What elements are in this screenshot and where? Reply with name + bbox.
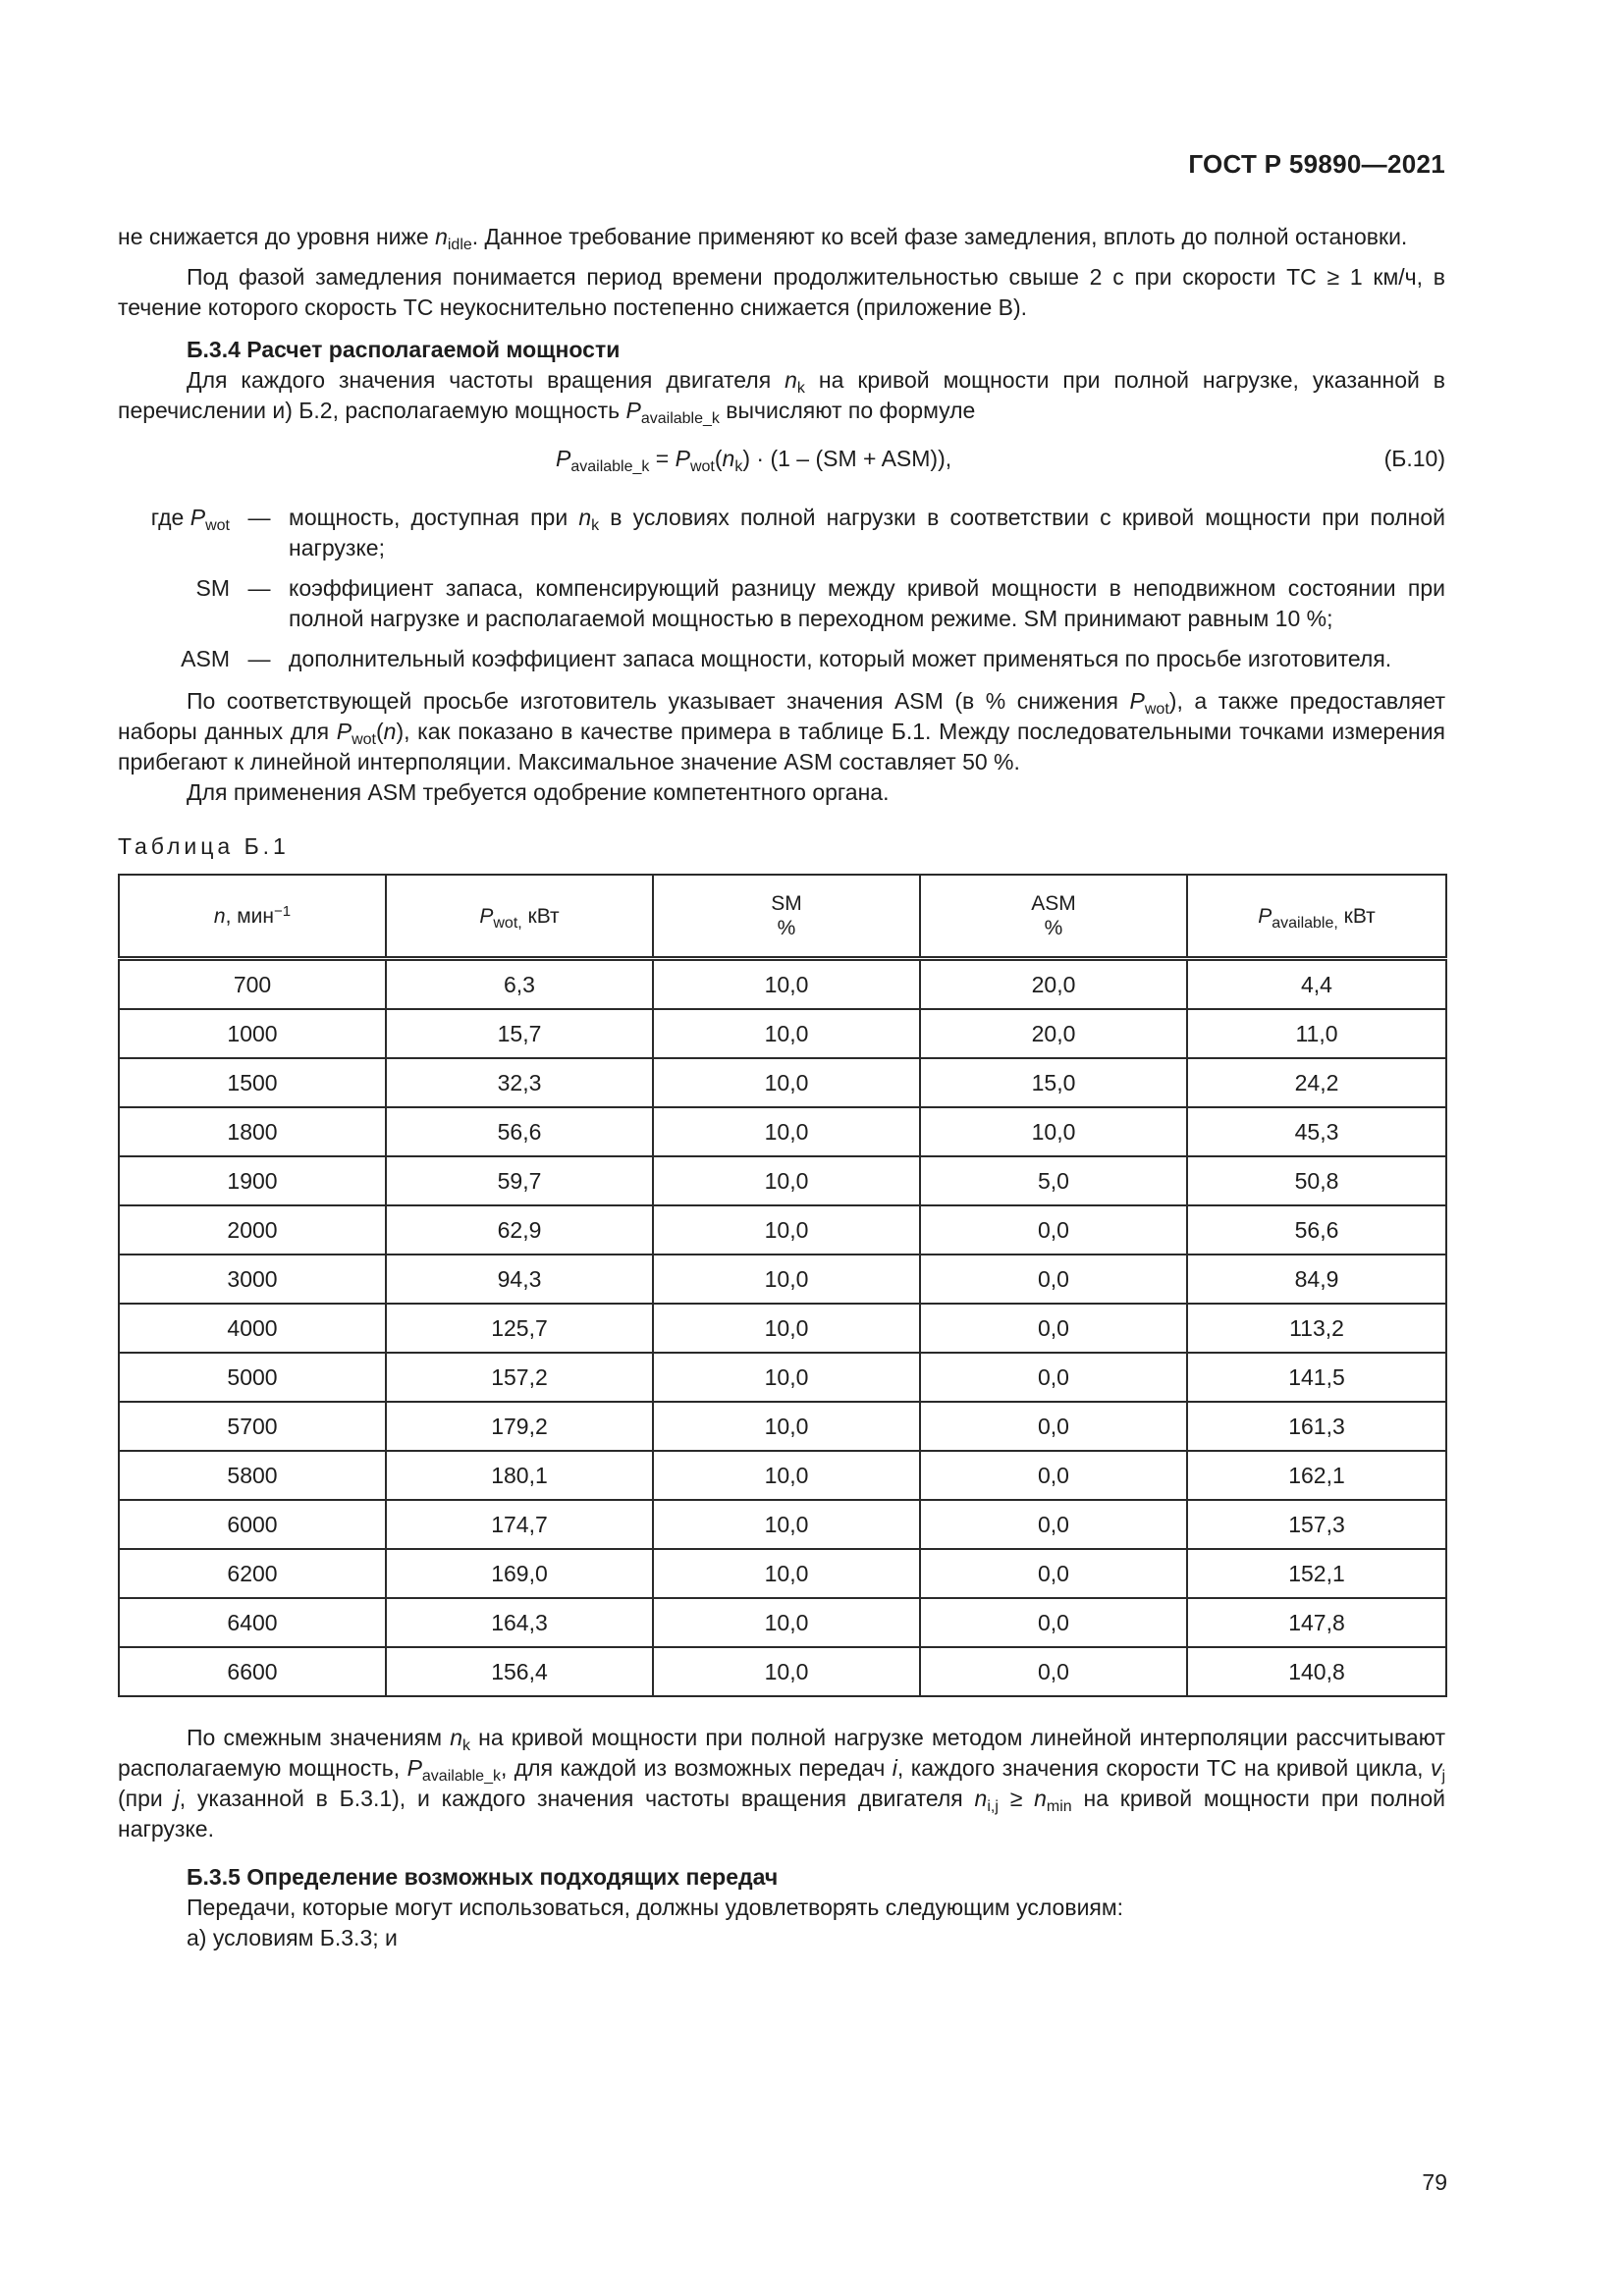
table-cell: 10,0 [653, 1549, 920, 1598]
table-cell: 10,0 [653, 1107, 920, 1156]
table-cell: 1000 [119, 1009, 386, 1058]
table-cell: 0,0 [920, 1598, 1187, 1647]
section-heading-b34: Б.3.4 Расчет располагаемой мощности [187, 337, 621, 362]
table-cell: 152,1 [1187, 1549, 1446, 1598]
table-cell: 20,0 [920, 959, 1187, 1010]
table-row [119, 1156, 1446, 1205]
definition-symbol: ASM [181, 646, 230, 671]
table-cell: 5800 [119, 1451, 386, 1500]
table-header-row [119, 875, 1446, 959]
table-cell: 50,8 [1187, 1156, 1446, 1205]
table-cell: 2000 [119, 1205, 386, 1255]
table-cell: 6,3 [386, 959, 653, 1010]
table-cell: 157,2 [386, 1353, 653, 1402]
formula-expression: $P_{available\_k} = P_{wot}(n_k) \cdot (1 - (SM + ASM))$, [556, 446, 952, 475]
table-row [119, 1549, 1446, 1598]
definition-dash: — [247, 646, 271, 671]
section-b34-paragraph: Для каждого значения частоты вращения двигателя $n_k$ на кривой мощности при полной нагрузке, указанной в перечислении и) Б.2, располагаемую мощность $P_{available\_k}$ вычисляют по формуле [118, 367, 1445, 427]
table-row [119, 1304, 1446, 1353]
table-cell: 1500 [119, 1058, 386, 1107]
table-b1 [118, 874, 1447, 1697]
table-cell: 0,0 [920, 1304, 1187, 1353]
table-cell: 3000 [119, 1255, 386, 1304]
table-cell: 11,0 [1187, 1009, 1446, 1058]
table-cell: 0,0 [920, 1500, 1187, 1549]
table-cell: 10,0 [653, 1500, 920, 1549]
definition-text: дополнительный коэффициент запаса мощности, который может применяться по просьбе изготовителя. [289, 646, 1392, 671]
table-cell: 164,3 [386, 1598, 653, 1647]
table-cell: 0,0 [920, 1205, 1187, 1255]
definition-pwot [118, 503, 1445, 563]
table-cell: 5000 [119, 1353, 386, 1402]
table-cell: 174,7 [386, 1500, 653, 1549]
table-cell: 700 [119, 959, 386, 1010]
table-cell: 10,0 [653, 1598, 920, 1647]
table-cell: 10,0 [653, 1156, 920, 1205]
table-cell: 10,0 [920, 1107, 1187, 1156]
header-pavailable: $P_{available,}$ кВт [1187, 875, 1446, 959]
table-row [119, 1402, 1446, 1451]
table-cell: 10,0 [653, 1647, 920, 1696]
table-cell: 6200 [119, 1549, 386, 1598]
section-b35-paragraph-2: а) условиям Б.3.3; и [187, 1925, 398, 1950]
table-row [119, 1009, 1446, 1058]
table-cell: 10,0 [653, 1058, 920, 1107]
table-cell: 156,4 [386, 1647, 653, 1696]
definitions-list [118, 503, 1445, 674]
table-row [119, 1598, 1446, 1647]
header-n: n, мин$^{-1}$ [119, 875, 386, 959]
table-cell: 59,7 [386, 1156, 653, 1205]
table-row [119, 1107, 1446, 1156]
table-cell: 10,0 [653, 1255, 920, 1304]
table-cell: 162,1 [1187, 1451, 1446, 1500]
table-row [119, 1058, 1446, 1107]
table-cell: 125,7 [386, 1304, 653, 1353]
table-cell: 0,0 [920, 1549, 1187, 1598]
definition-asm [118, 644, 1445, 674]
table-row [119, 1205, 1446, 1255]
table-cell: 161,3 [1187, 1402, 1446, 1451]
table-cell: 6400 [119, 1598, 386, 1647]
table-cell: 10,0 [653, 1451, 920, 1500]
table-cell: 0,0 [920, 1353, 1187, 1402]
table-cell: 15,0 [920, 1058, 1187, 1107]
table-cell: 32,3 [386, 1058, 653, 1107]
page-number: 79 [1422, 2169, 1447, 2195]
table-cell: 10,0 [653, 1353, 920, 1402]
table-cell: 0,0 [920, 1451, 1187, 1500]
formula-number: (Б.10) [1383, 446, 1445, 471]
table-cell: 45,3 [1187, 1107, 1446, 1156]
table-cell: 6000 [119, 1500, 386, 1549]
interpolation-paragraph: По смежным значениям $n_k$ на кривой мощности при полной нагрузке методом линейной интерполяции рассчитывают располагаемую мощность, $P_{available\_k}$, для каждой из возможных передач i, каждого значения скорости ТС на кривой цикла, $v_j$ (при j, указанной в Б.3.1), и каждого значения частоты вращения двигателя $n_{i,j} \ge n_{min}$ на кривой мощности при полной нагрузке. [118, 1725, 1445, 1842]
table-cell: 0,0 [920, 1402, 1187, 1451]
table-cell: 10,0 [653, 1205, 920, 1255]
definition-symbol: SM [195, 575, 230, 601]
header-pwot: $P_{wot,}$ кВт [386, 875, 653, 959]
table-caption: Таблица Б.1 [118, 833, 290, 859]
definition-text: мощность, доступная при $n_k$ в условиях полной нагрузки в соответствии с кривой мощности при полной нагрузке; [289, 505, 1445, 561]
asm-approval-paragraph: Для применения ASM требуется одобрение компетентного органа. [187, 779, 890, 805]
intro-paragraph-1: не снижается до уровня ниже $n_{idle}$. Данное требование применяют ко всей фазе замедления, вплоть до полной остановки. [118, 224, 1408, 253]
section-b35-paragraph-1: Передачи, которые могут использоваться, должны удовлетворять следующим условиям: [187, 1895, 1124, 1920]
definition-text: коэффициент запаса, компенсирующий разницу между кривой мощности в неподвижном состоянии при полной нагрузке и располагаемой мощностью в переходном режиме. SM принимают равным 10 %; [289, 575, 1445, 631]
table-cell: 140,8 [1187, 1647, 1446, 1696]
table-row [119, 1353, 1446, 1402]
table-cell: 5700 [119, 1402, 386, 1451]
table-cell: 15,7 [386, 1009, 653, 1058]
table-cell: 56,6 [1187, 1205, 1446, 1255]
table-cell: 10,0 [653, 1402, 920, 1451]
table-cell: 5,0 [920, 1156, 1187, 1205]
table-cell: 62,9 [386, 1205, 653, 1255]
table-row [119, 1451, 1446, 1500]
table-cell: 4,4 [1187, 959, 1446, 1010]
definition-dash: — [247, 505, 271, 530]
table-cell: 56,6 [386, 1107, 653, 1156]
table-cell: 141,5 [1187, 1353, 1446, 1402]
table-row [119, 1255, 1446, 1304]
table-cell: 4000 [119, 1304, 386, 1353]
table-cell: 6600 [119, 1647, 386, 1696]
table-cell: 179,2 [386, 1402, 653, 1451]
table-cell: 157,3 [1187, 1500, 1446, 1549]
table-cell: 113,2 [1187, 1304, 1446, 1353]
section-heading-b35: Б.3.5 Определение возможных подходящих передач [187, 1864, 779, 1890]
header-asm: ASM % [920, 875, 1187, 959]
definition-dash: — [247, 575, 271, 601]
table-row [119, 959, 1446, 1010]
table-row [119, 1500, 1446, 1549]
definition-symbol: где $P_{wot}$ [150, 505, 230, 534]
table-cell: 147,8 [1187, 1598, 1446, 1647]
table-row [119, 1647, 1446, 1696]
table-cell: 10,0 [653, 1304, 920, 1353]
standard-code: ГОСТ Р 59890—2021 [1188, 149, 1445, 179]
table-cell: 24,2 [1187, 1058, 1446, 1107]
table-cell: 10,0 [653, 959, 920, 1010]
table-cell: 1800 [119, 1107, 386, 1156]
table-cell: 1900 [119, 1156, 386, 1205]
intro-paragraph-2: Под фазой замедления понимается период времени продолжительностью свыше 2 с при скорости ТС ≥ 1 км/ч, в течение которого скорость ТС неукоснительно постепенно снижается (приложение В). [118, 264, 1445, 320]
table-cell: 84,9 [1187, 1255, 1446, 1304]
table-cell: 180,1 [386, 1451, 653, 1500]
table-cell: 0,0 [920, 1255, 1187, 1304]
table-cell: 94,3 [386, 1255, 653, 1304]
table-cell: 169,0 [386, 1549, 653, 1598]
table-cell: 0,0 [920, 1647, 1187, 1696]
table-cell: 20,0 [920, 1009, 1187, 1058]
page-body [118, 222, 1445, 1953]
formula-b10 [118, 434, 1445, 483]
header-sm: SM % [653, 875, 920, 959]
table-cell: 10,0 [653, 1009, 920, 1058]
definition-sm [118, 573, 1445, 634]
asm-paragraph: По соответствующей просьбе изготовитель указывает значения ASM (в % снижения $P_{wot}$), а также предоставляет наборы данных для $P_{wot}(n)$, как показано в качестве примера в таблице Б.1. Между последовательными точками измерения прибегают к линейной интерполяции. Максимальное значение ASM составляет 50 %. [118, 688, 1445, 774]
table-body [119, 959, 1446, 1697]
